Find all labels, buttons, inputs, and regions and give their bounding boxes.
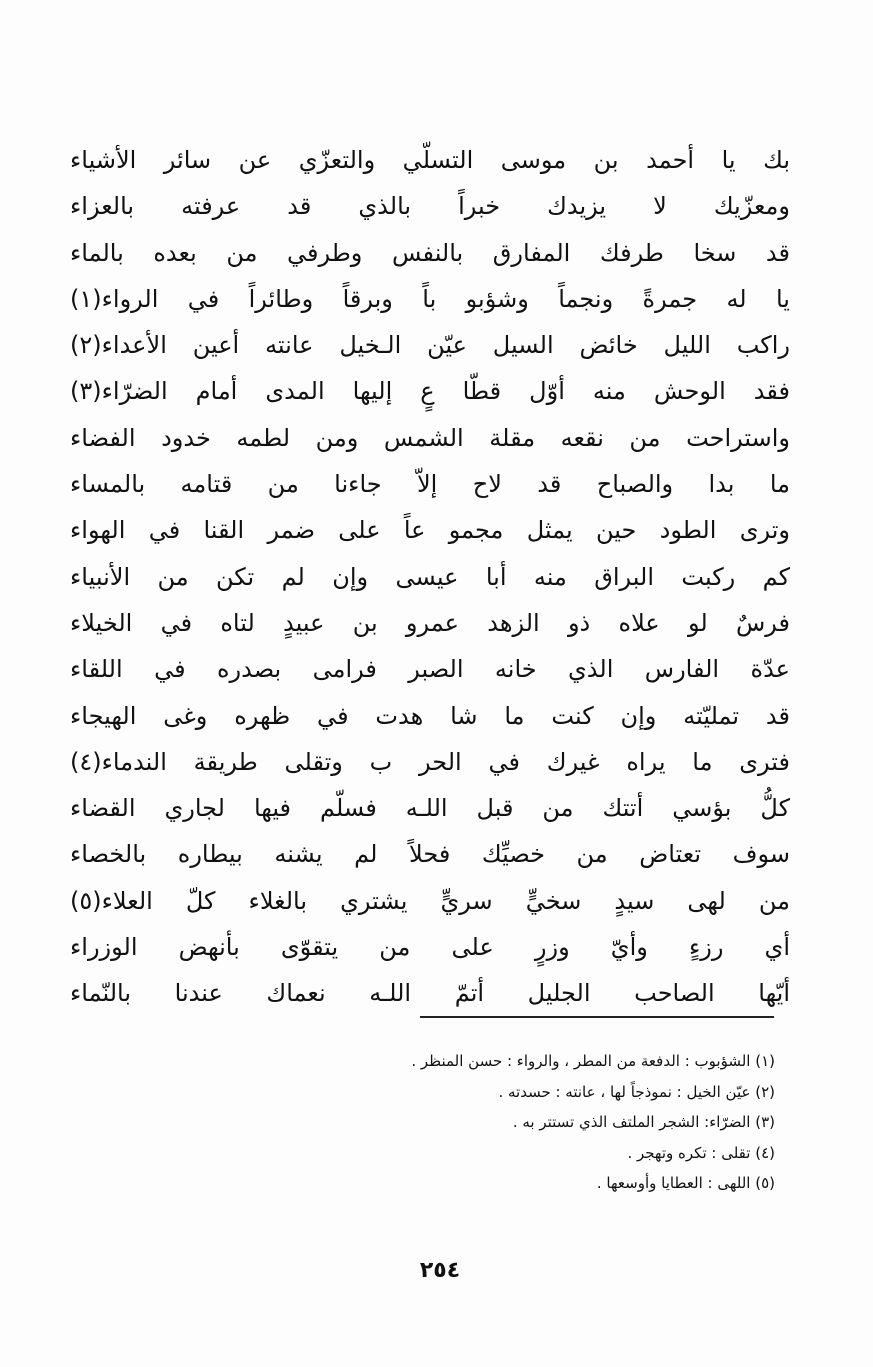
poem-verse: عدّة الفارس الذي خانه الصبر فرامى بصدره في اللقاء <box>70 655 790 684</box>
footnote-divider <box>420 1016 774 1018</box>
poem-verse: أيّها الصاحب الجليل أتمّ اللـه نعماك عندنا بالنّماء <box>70 979 790 1008</box>
poem-verse: فترى ما يراه غيرك في الحر ب وتقلى طريقة الندماء(٤) <box>70 747 790 776</box>
poem-verse: ومعزّيك لا يزيدك خبراً بالذي قد عرفته بالعزاء <box>70 192 790 221</box>
poem-body <box>70 137 790 1017</box>
poem-verse: بك يا أحمد بن موسى التسلّي والتعزّي عن سائر الأشياء <box>70 146 790 174</box>
poem-verse: راكب الليل خائض السيل عيّن الـخيل عانته أعين الأعداء(٢) <box>70 331 790 360</box>
poem-verse: وترى الطود حين يمثل مجمو عاً على ضمر القنا في الهواء <box>70 516 790 545</box>
footnote: (٣) الضرّاء: الشجر الملتف الذي تستتر به . <box>512 1113 775 1131</box>
poem-verse: واستراحت من نقعه مقلة الشمس ومن لطمه خدود الفضاء <box>70 423 790 452</box>
poem-verse: كلُّ بؤسي أتتك من قبل اللـه فسلّم فيها لجاري القضاء <box>70 794 790 823</box>
poem-verse: فقد الوحش منه أوّل قطّا عٍ إليها المدى أمام الضرّاء(٣) <box>70 377 790 406</box>
poem-verse: يا له جمرةً ونجماً وشؤبو باً وبرقاً وطائراً في الرواء(١) <box>70 284 790 313</box>
poem-verse: كم ركبت البراق منه أبا عيسى وإن لم تكن من الأنبياء <box>70 562 790 591</box>
poem-verse: قد تمليّته وإن كنت ما شا هدت في ظهره وغى الهيجاء <box>70 701 790 730</box>
footnote: (٥) اللهى : العطايا وأوسعها . <box>596 1174 775 1192</box>
footnote: (٤) تقلى : تكره وتهجر . <box>627 1143 775 1162</box>
poem-verse: أي رزءٍ وأيّ وزرٍ على من يتقوّى بأنهض الوزراء <box>70 933 790 962</box>
footnote: (٢) عيّن الخيل : نموذجاً لها ، عانته : حسدته . <box>498 1082 775 1101</box>
poem-verse: سوف تعتاض من خصيِّك فحلاً لم يشنه بيطاره بالخصاء <box>70 840 790 869</box>
footnote: (١) الشؤبوب : الدفعة من المطر ، والرواء : حسن المنظر . <box>411 1052 775 1070</box>
poem-verse: ما بدا والصباح قد لاح إلاّ جاءنا من قتامه بالمساء <box>70 470 790 499</box>
page-number: ٢٥٤ <box>419 1258 461 1283</box>
poem-verse: من لهى سيدٍ سخيٍّ سريٍّ يشتري بالغلاء كلّ العلاء(٥) <box>70 886 790 915</box>
poem-verse: قد سخا طرفك المفارق بالنفس وطرفي من بعده بالماء <box>70 238 790 267</box>
poem-verse: فرسٌ لو علاه ذو الزهد عمرو بن عبيدٍ لتاه في الخيلاء <box>70 608 790 637</box>
footnotes <box>255 1046 775 1199</box>
